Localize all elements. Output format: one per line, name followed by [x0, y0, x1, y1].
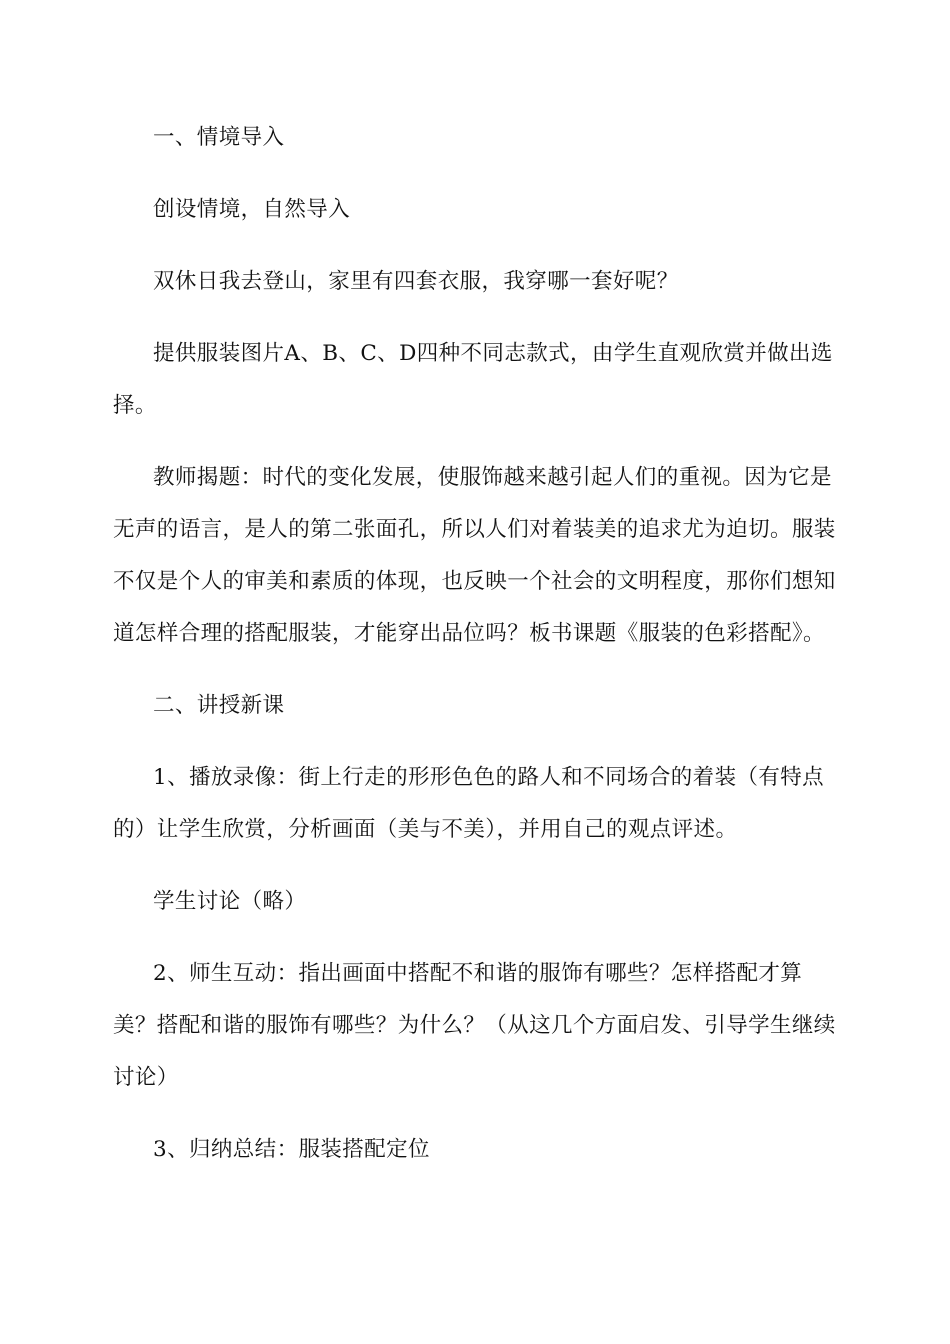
paragraph-teacher-topic: 教师揭题：时代的变化发展，使服饰越来越引起人们的重视。因为它是无声的语言，是人的第二张面孔，所以人们对着装美的追求尤为迫切。服装不仅是个人的审美和素质的体现，也反映一个社会的文明程度，那你们想知道怎样合理的搭配服装，才能穿出品位吗？板书课题《服装的色彩搭配》。	[113, 465, 836, 646]
paragraph-hiking-question: 双休日我去登山，家里有四套衣服，我穿哪一套好呢？	[153, 269, 679, 294]
paragraph-student-discussion: 学生讨论（略）	[153, 889, 307, 914]
section-heading-1: 一、情境导入	[153, 125, 285, 150]
section-heading-2: 二、讲授新课	[153, 693, 285, 718]
document-body	[113, 112, 843, 1196]
paragraph-teacher-student-interaction: 2、师生互动：指出画面中搭配不和谐的服饰有哪些？怎样搭配才算美？搭配和谐的服饰有哪些？为什么？（从这几个方面启发、引导学生继续讨论）	[113, 961, 836, 1090]
paragraph-summary: 3、归纳总结：服装搭配定位	[153, 1137, 430, 1162]
paragraph-clothing-images: 提供服装图片A、B、C、D四种不同志款式，由学生直观欣赏并做出选择。	[113, 341, 833, 418]
paragraph-video-activity: 1、播放录像：街上行走的形形色色的路人和不同场合的着装（有特点的）让学生欣赏，分析画面（美与不美），并用自己的观点评述。	[113, 765, 825, 842]
paragraph-intro-method: 创设情境，自然导入	[153, 197, 351, 222]
